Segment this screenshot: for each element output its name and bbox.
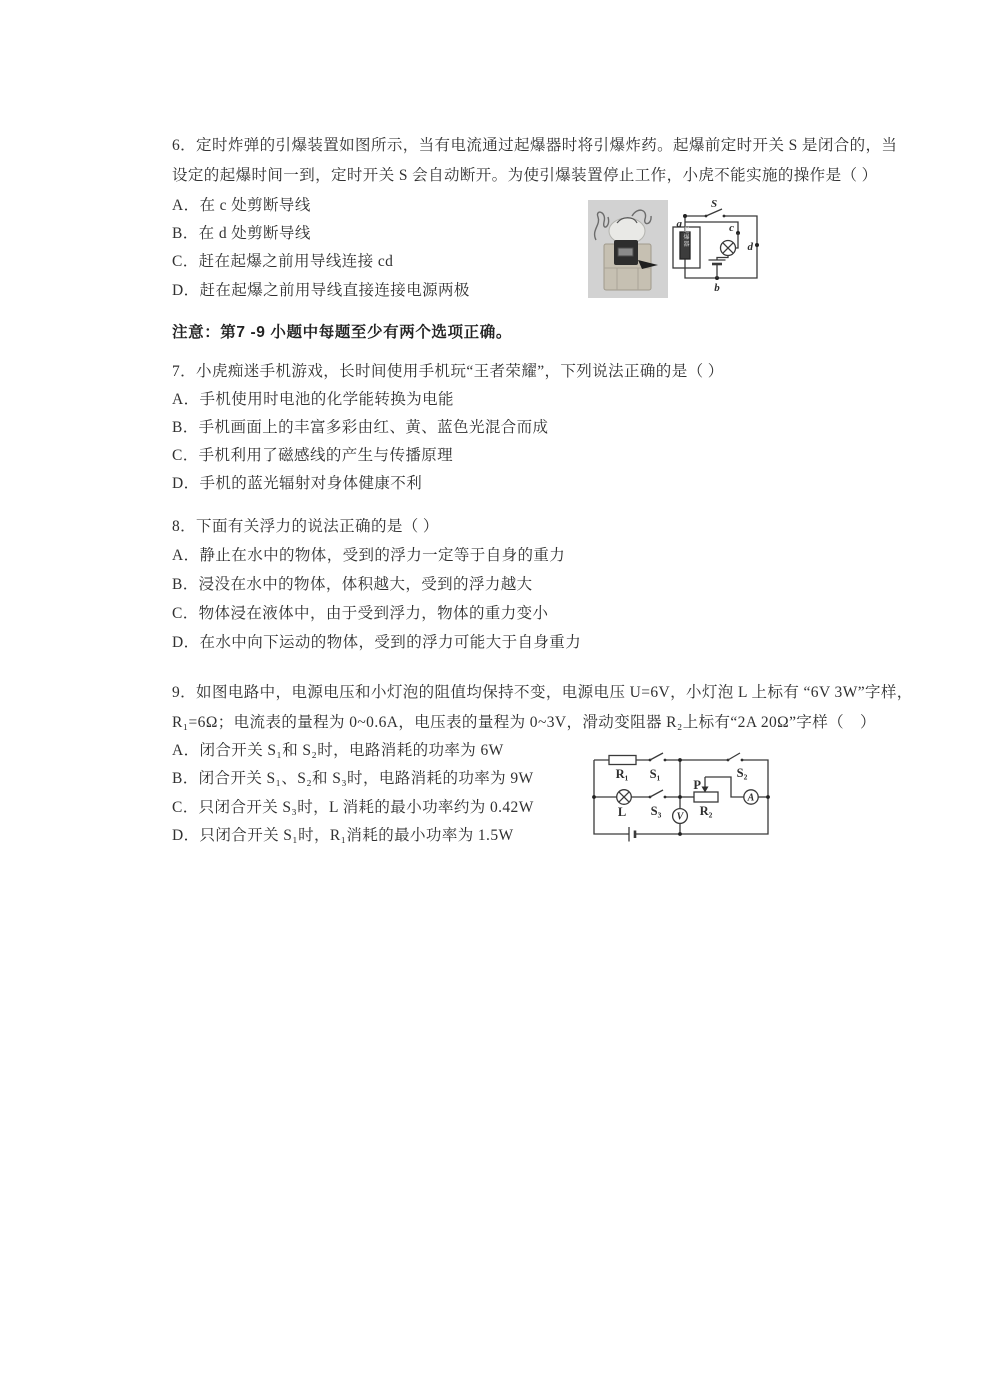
- q7-option-d: D．手机的蓝光辐射对身体健康不利: [172, 475, 423, 492]
- label-P: P: [693, 778, 701, 792]
- switch-S-icon: [705, 209, 726, 217]
- q6-stem-line-1: 6．定时炸弹的引爆装置如图所示，当有电流通过起爆器时将引爆炸药。起爆前定时开关 S 是闭合的，当: [172, 137, 898, 154]
- q8-stem: 8．下面有关浮力的说法正确的是（ ）: [172, 518, 439, 535]
- q6-option-d: D．赶在起爆之前用导线直接连接电源两极: [172, 282, 470, 299]
- rheostat-slider-icon: [702, 777, 709, 793]
- q9-stem-line-2: R₁=6Ω；电流表的量程为 0~0.6A，电压表的量程为 0~3V，滑动变阻器 R₂上标有“2A 20Ω”字样（ ）: [172, 714, 876, 731]
- label-c: c: [729, 222, 734, 234]
- lamp-icon: [721, 241, 736, 256]
- label-d: d: [747, 241, 753, 253]
- q8-option-a: A．静止在水中的物体，受到的浮力一定等于自身的重力: [172, 547, 566, 564]
- q6-figure: [588, 198, 800, 309]
- resistor-R1: [609, 756, 636, 765]
- q9-option-c: C．只闭合开关 S₃时，L 消耗的最小功率约为 0.42W: [172, 799, 534, 816]
- q7-option-b: B．手机画面上的丰富多彩由红、黄、蓝色光混合而成: [172, 419, 549, 436]
- q9-option-b: B．闭合开关 S₁、S₂和 S₃时，电路消耗的功率为 9W: [172, 770, 534, 787]
- label-a: a: [676, 218, 682, 230]
- switch-S1-icon: [649, 753, 667, 761]
- battery-icon: [626, 827, 637, 842]
- label-S3: S₃: [650, 804, 662, 818]
- q9-option-d: D．只闭合开关 S₁时，R₁消耗的最小功率为 1.5W: [172, 827, 514, 844]
- switch-S2-icon: [727, 753, 744, 761]
- rheostat-R2: [694, 792, 718, 802]
- q8-option-d: D．在水中向下运动的物体，受到的浮力可能大于自身重力: [172, 634, 582, 651]
- label-S1: S₁: [649, 767, 661, 781]
- label-S2: S₂: [736, 766, 748, 780]
- q9-option-a: A．闭合开关 S₁和 S₂时，电路消耗的功率为 6W: [172, 742, 504, 759]
- node-d: [755, 243, 759, 247]
- detonator-label: 起爆器: [682, 226, 688, 248]
- q7-option-a: A．手机使用时电池的化学能转换为电能: [172, 391, 454, 408]
- q6-option-a: A．在 c 处剪断导线: [172, 197, 311, 214]
- junction-dot: [678, 832, 682, 836]
- junction-dot: [678, 758, 682, 762]
- q6-stem-line-2: 设定的起爆时间一到，定时开关 S 会自动断开。为使引爆装置停止工作，小虎不能实施的操作是（ ）: [172, 167, 878, 184]
- q7-stem: 7．小虎痴迷手机游戏，长时间使用手机玩“王者荣耀”，下列说法正确的是（ ）: [172, 363, 724, 380]
- q9-stem-line-1: 9．如图电路中，电源电压和小灯泡的阻值均保持不变，电源电压 U=6V，小灯泡 L 上标有 “6V 3W”字样，: [172, 684, 913, 701]
- battery-icon: [709, 260, 726, 278]
- label-R2: R₂: [699, 804, 713, 818]
- label-R1: R₁: [615, 767, 629, 781]
- q6-option-c: C．赶在起爆之前用导线连接 cd: [172, 253, 394, 270]
- label-S: S: [710, 198, 718, 210]
- junction-dot: [592, 795, 596, 799]
- bomb-photo: [588, 200, 668, 298]
- junction-dot: [678, 795, 682, 799]
- q8-option-c: C．物体浸在液体中，由于受到浮力，物体的重力变小: [172, 605, 549, 622]
- q6-option-b: B．在 d 处剪断导线: [172, 225, 311, 242]
- notice-line: 注意：第7 -9 小题中每题至少有两个选项正确。: [172, 324, 512, 341]
- voltmeter-letter: V: [676, 811, 684, 823]
- q9-figure: [588, 748, 788, 865]
- wire-lamp-to-battery: [717, 256, 728, 261]
- ammeter-letter: A: [747, 792, 755, 804]
- label-L: L: [617, 805, 627, 819]
- lamp-L-icon: [617, 790, 632, 805]
- q7-option-c: C．手机利用了磁感线的产生与传播原理: [172, 447, 454, 464]
- junction-dot: [766, 795, 770, 799]
- q8-option-b: B．浸没在水中的物体，体积越大，受到的浮力越大: [172, 576, 533, 593]
- timer-display: [618, 248, 633, 256]
- node-a: [683, 214, 687, 218]
- label-b: b: [714, 282, 720, 294]
- wire-c-to-lamp: [736, 233, 739, 248]
- switch-S3-icon: [649, 790, 667, 798]
